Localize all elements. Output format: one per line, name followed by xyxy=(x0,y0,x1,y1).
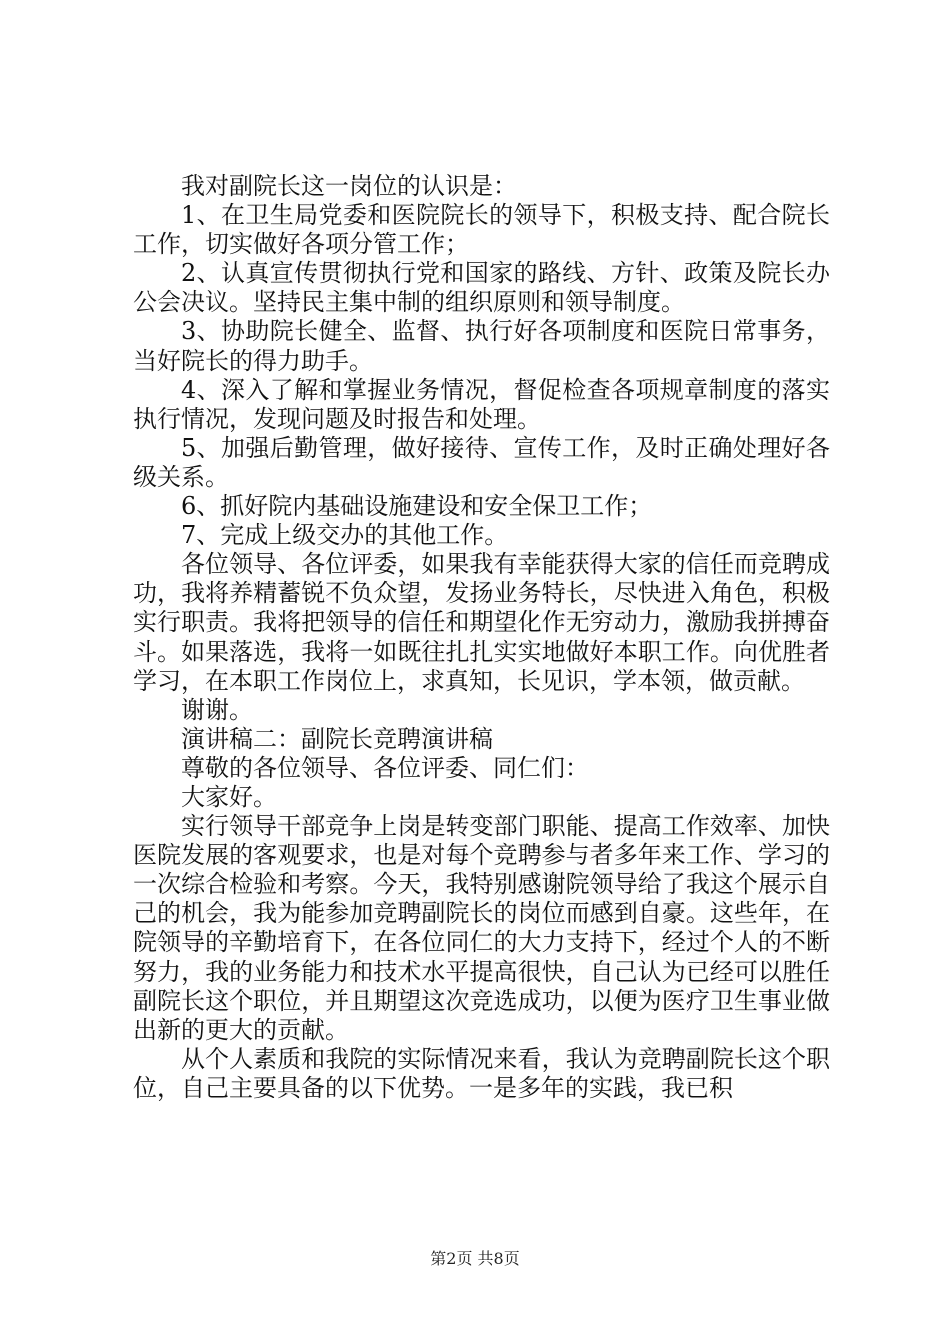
paragraph: 6、抓好院内基础设施建设和安全保卫工作； xyxy=(181,492,653,521)
document-body xyxy=(133,172,830,1103)
paragraph: 实行领导干部竞争上岗是转变部门职能、提高工作效率、加快医院发展的客观要求，也是对每个竞聘参与者多年来工作、学习的一次综合检验和考察。今天，我特别感谢院领导给了我这个展示自己的机会，我为能参加竞聘副院长的岗位而感到自豪。这些年，在院领导的辛勤培育下，在各位同仁的大力支持下，经过个人的不断努力，我的业务能力和技术水平提高很快，自己认为已经可以胜任副院长这个职位，并且期望这次竞选成功，以便为医疗卫生事业做出新的更大的贡献。 xyxy=(133,812,830,1044)
section-title: 演讲稿二：副院长竞聘演讲稿 xyxy=(181,724,493,753)
greeting: 大家好。 xyxy=(181,782,277,811)
paragraph: 3、协助院长健全、监督、执行好各项制度和医院日常事务，当好院长的得力助手。 xyxy=(133,317,830,375)
paragraph: 5、加强后勤管理，做好接待、宣传工作，及时正确处理好各级关系。 xyxy=(133,433,830,491)
paragraph: 各位领导、各位评委，如果我有幸能获得大家的信任而竞聘成功，我将养精蓄锐不负众望，发扬业务特长，尽快进入角色，积极实行职责。我将把领导的信任和期望化作无穷动力，激励我拼搏奋斗。如果落选，我将一如既往扎扎实实地做好本职工作。向优胜者学习，在本职工作岗位上，求真知，长见识，学本领，做贡献。 xyxy=(133,550,830,695)
salutation: 尊敬的各位领导、各位评委、同仁们： xyxy=(181,753,589,782)
paragraph: 从个人素质和我院的实际情况来看，我认为竞聘副院长这个职位，自己主要具备的以下优势。一是多年的实践，我已积 xyxy=(133,1044,830,1102)
paragraph: 7、完成上级交办的其他工作。 xyxy=(181,521,509,550)
paragraph: 4、深入了解和掌握业务情况，督促检查各项规章制度的落实执行情况，发现问题及时报告和处理。 xyxy=(133,375,830,433)
page-number-footer: 第2页 共8页 xyxy=(430,1249,520,1268)
paragraph: 谢谢。 xyxy=(181,695,253,724)
paragraph: 1、在卫生局党委和医院院长的领导下，积极支持、配合院长工作，切实做好各项分管工作； xyxy=(133,201,830,259)
paragraph: 我对副院长这一岗位的认识是： xyxy=(181,172,517,200)
paragraph: 2、认真宣传贯彻执行党和国家的路线、方针、政策及院长办公会决议。坚持民主集中制的组织原则和领导制度。 xyxy=(133,259,830,317)
